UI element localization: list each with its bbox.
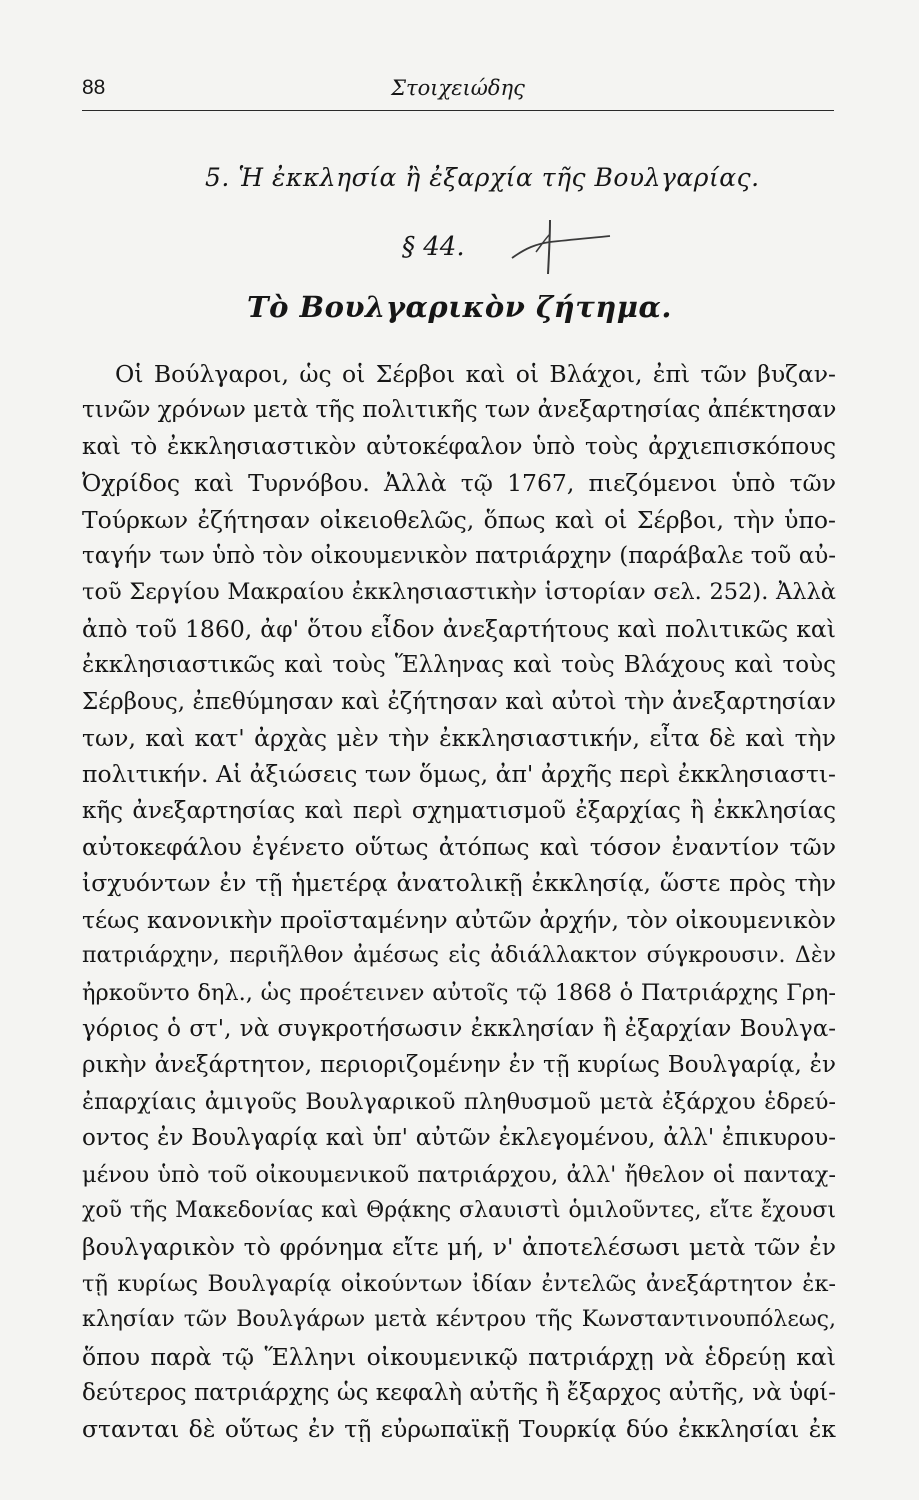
running-title: Στοιχειώδης (391, 76, 525, 100)
text-line: ταγήν των ὑπὸ τὸν οἰκουμενικὸν πατριάρχην (παράβαλε τοῦ αὐ- (82, 542, 836, 569)
text-line: αὐτοκεφάλου ἐγένετο οὕτως ἀτόπως καὶ τόσον ἐναντίον τῶν (82, 833, 836, 862)
text-line: Ὀχρίδος καὶ Τυρνόβου. Ἀλλὰ τῷ 1767, πιεζόμενοι ὑπὸ τῶν (82, 469, 836, 498)
text-line: πολιτικήν. Αἱ ἀξιώσεις των ὅμως, ἀπ' ἀρχῆς περὶ ἐκκλησιαστι- (82, 760, 836, 789)
text-line: ὅπου παρὰ τῷ Ἕλληνι οἰκουμενικῷ πατριάρχῃ νὰ ἑδρεύῃ καὶ (82, 1342, 836, 1371)
text-line: ἠρκοῦντο δηλ., ὡς προέτεινεν αὐτοῖς τῷ 1868 ὁ Πατριάρχης Γρη- (82, 979, 836, 1006)
text-line: Σέρβους, ἐπεθύμησαν καὶ ἐζήτησαν καὶ αὐτοὶ τὴν ἀνεξαρτησίαν (82, 688, 836, 715)
subsection-heading: 5. Ἡ ἐκκλησία ἢ ἐξαρχία τῆς Βουλγαρίας. (205, 163, 760, 192)
text-line: στανται δὲ οὕτως ἐν τῇ εὐρωπαϊκῇ Τουρκίᾳ δύο ἐκκλησίαι ἐκ (82, 1415, 836, 1444)
page-number: 88 (82, 76, 106, 99)
text-line: γόριος ὁ στ', νὰ συγκροτήσωσιν ἐκκλησίαν ἢ ἐξαρχίαν Βουλγα- (82, 1016, 836, 1043)
text-line: ρικὴν ἀνεξάρτητον, περιοριζομένην ἐν τῇ κυρίως Βουλγαρίᾳ, ἐν (82, 1052, 836, 1079)
text-line: βουλγαρικὸν τὸ φρόνημα εἴτε μή, ν' ἀποτελέσωσι μετὰ τῶν ἐν (82, 1233, 836, 1262)
text-line: πατριάρχην, περιῆλθον ἀμέσως εἰς ἀδιάλλακτον σύγκρουσιν. Δὲν (82, 943, 836, 969)
text-line: τινῶν χρόνων μετὰ τῆς πολιτικῆς των ἀνεξαρτησίας ἀπέκτησαν (82, 397, 837, 424)
text-line: ἐπαρχίαις ἀμιγοῦς Βουλγαρικοῦ πληθυσμοῦ μετὰ ἐξάρχου ἑδρεύ- (82, 1088, 836, 1115)
text-line: τῇ κυρίως Βουλγαρίᾳ οἰκούντων ἰδίαν ἐντελῶς ἀνεξάρτητον ἐκ- (82, 1270, 836, 1297)
text-line: κλησίαν τῶν Βουλγάρων μετὰ κέντρου τῆς Κωνσταντινουπόλεως, (82, 1307, 836, 1333)
text-line: κῆς ἀνεξαρτησίας καὶ περὶ σχηματισμοῦ ἐξαρχίας ἢ ἐκκλησίας (82, 797, 836, 824)
text-line: τέως κανονικὴν προϊσταμένην αὐτῶν ἀρχήν, τὸν οἰκουμενικὸν (82, 905, 836, 934)
text-line: χοῦ τῆς Μακεδονίας καὶ Θρᾴκης σλαυιστὶ ὁμιλοῦντες, εἴτε ἔχουσι (82, 1197, 836, 1223)
text-line: δεύτερος πατριάρχης ὡς κεφαλὴ αὐτῆς ἢ ἔξαρχος αὐτῆς, νὰ ὑφί- (82, 1379, 836, 1406)
handwritten-cross-mark (506, 214, 614, 278)
page-header (82, 76, 834, 108)
text-line: ἀπὸ τοῦ 1860, ἀφ' ὅτου εἶδον ἀνεξαρτήτους καὶ πολιτικῶς καὶ (82, 614, 836, 643)
text-line: μένου ὑπὸ τοῦ οἰκουμενικοῦ πατριάρχου, ἀλλ' ἤθελον οἱ πανταχ- (82, 1161, 836, 1188)
text-line: ἰσχυόντων ἐν τῇ ἡμετέρᾳ ἀνατολικῇ ἐκκλησίᾳ, ὥστε πρὸς τὴν (82, 869, 836, 898)
text-line: Οἱ Βούλγαροι, ὡς οἱ Σέρβοι καὶ οἱ Βλάχοι, ἐπὶ τῶν βυζαν- (115, 360, 836, 388)
header-rule (82, 110, 834, 111)
text-line: ἐκκλησιαστικῶς καὶ τοὺς Ἕλληνας καὶ τοὺς Βλάχους καὶ τοὺς (82, 652, 836, 679)
text-line: τοῦ Σεργίου Μακραίου ἐκκλησιαστικὴν ἱστορίαν σελ. 252). Ἀλλὰ (82, 579, 836, 606)
body-text (82, 356, 836, 1448)
text-line: οντος ἐν Βουλγαρίᾳ καὶ ὑπ' αὐτῶν ἐκλεγομένου, ἀλλ' ἐπικυρου- (82, 1125, 836, 1152)
text-line: Τούρκων ἐζήτησαν οἰκειοθελῶς, ὅπως καὶ οἱ Σέρβοι, τὴν ὑπο- (82, 505, 836, 534)
section-number: § 44. (402, 232, 465, 262)
text-line: των, καὶ κατ' ἀρχὰς μὲν τὴν ἐκκλησιαστικήν, εἶτα δὲ καὶ τὴν (82, 723, 836, 752)
chapter-title: Τὸ Βουλγαρικὸν ζήτημα. (247, 290, 672, 324)
text-line: καὶ τὸ ἐκκλησιαστικὸν αὐτοκέφαλον ὑπὸ τοὺς ἀρχιεπισκόπους (82, 433, 836, 460)
